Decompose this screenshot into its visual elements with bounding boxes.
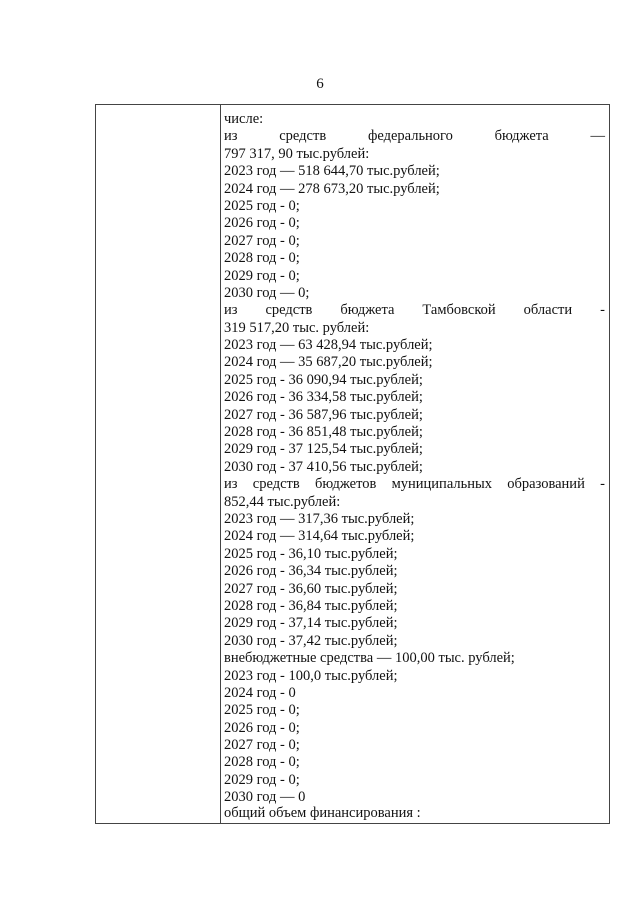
text-line: внебюджетные средства — 100,00 тыс. рублей; [224,650,515,667]
text-line: 2024 год — 35 687,20 тыс.рублей; [224,354,433,371]
word: бюджета [340,302,395,319]
text-line: 319 517,20 тыс. рублей: [224,319,370,336]
word: из [224,128,238,145]
word: из [224,302,238,319]
financing-table [95,104,610,824]
text-line: 2027 год - 36 587,96 тыс.рублей; [224,406,423,423]
text-line: 2023 год — 317,36 тыс.рублей; [224,510,415,527]
text-line: 2030 год — 0 [224,789,306,806]
text-line: 2025 год - 0; [224,197,300,214]
text-line: 2027 год - 0; [224,232,300,249]
word: — [590,128,605,145]
text-line: 2027 год - 0; [224,737,300,754]
word: средств [279,128,327,145]
page-number: 6 [316,76,324,92]
word: - [600,302,605,319]
word: - [600,476,605,493]
text-line: 2028 год - 0; [224,250,300,267]
word: из [224,476,238,493]
text-line: 2030 год — 0; [224,284,310,301]
justified-text-line [224,128,605,145]
text-line: 2025 год - 36,10 тыс.рублей; [224,545,398,562]
word: образований [507,476,585,493]
word: бюджетов [314,476,377,493]
text-line: 797 317, 90 тыс.рублей: [224,145,370,162]
text-line: 2024 год - 0 [224,684,296,701]
text-line: 2029 год - 37,14 тыс.рублей; [224,615,398,632]
text-line: 2028 год - 0; [224,754,300,771]
text-line: 2025 год - 36 090,94 тыс.рублей; [224,371,423,388]
total-financing-label: общий объем финансирования : [224,805,421,821]
financing-details-cell [222,111,605,807]
text-line: 2026 год - 36 334,58 тыс.рублей; [224,389,423,406]
text-line: 2030 год - 37 410,56 тыс.рублей; [224,458,423,475]
justified-text-line [224,476,605,493]
column-divider [220,105,221,823]
text-line: числе: [224,111,264,127]
text-line: 2023 год — 63 428,94 тыс.рублей; [224,337,433,354]
text-line: 2029 год - 0; [224,771,300,788]
word: Тамбовской [422,302,496,319]
text-line: 2026 год - 0; [224,719,300,736]
text-line: 2029 год - 0; [224,267,300,284]
word: области [523,302,573,319]
justified-text-line [224,302,605,319]
word: бюджета [494,128,549,145]
word: федерального [367,128,453,145]
text-line: 2028 год - 36 851,48 тыс.рублей; [224,424,423,441]
text-line: 2024 год — 278 673,20 тыс.рублей; [224,180,440,197]
word: средств [252,476,300,493]
text-line: 2026 год - 36,34 тыс.рублей; [224,563,398,580]
text-line: 2025 год - 0; [224,702,300,719]
word: муниципальных [391,476,492,493]
text-line: 2023 год — 518 644,70 тыс.рублей; [224,163,440,180]
text-line: 2023 год - 100,0 тыс.рублей; [224,667,398,684]
text-line: 2027 год - 36,60 тыс.рублей; [224,580,398,597]
text-line: 852,44 тыс.рублей: [224,493,341,510]
text-line: 2026 год - 0; [224,215,300,232]
text-line: 2028 год - 36,84 тыс.рублей; [224,597,398,614]
text-line: 2030 год - 37,42 тыс.рублей; [224,632,398,649]
text-line: 2024 год — 314,64 тыс.рублей; [224,528,415,545]
word: средств [265,302,313,319]
text-line: 2029 год - 37 125,54 тыс.рублей; [224,441,423,458]
